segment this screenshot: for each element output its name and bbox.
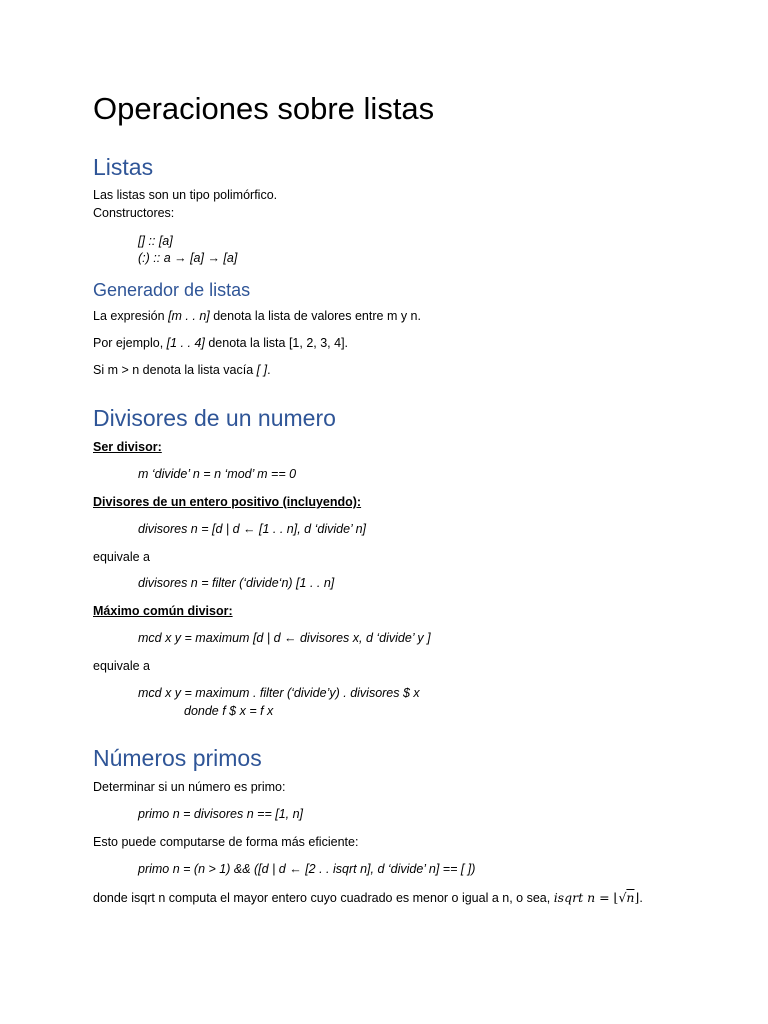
constructores-label: Constructores: [93,206,175,220]
generador-p2-post: denota la lista [1, 2, 3, 4]. [204,336,349,350]
ser-divisor-code: m ‘divide’ n = n ‘mod’ m == 0 [138,467,297,481]
generador-p1-post: denota la lista de valores entre m y n. [209,309,421,323]
primos-eficiente: Esto puede computarse de forma más eficiente: [93,835,359,849]
floor-left: ⌊ [613,890,619,905]
isqrt-math-eq: = [595,890,614,905]
generador-p2 [93,334,348,352]
ser-divisor-label: Ser divisor: [93,440,162,454]
constructor-empty: [] :: [a] [138,234,173,248]
isqrt-text: donde isqrt n computa el mayor entero cuyo cuadrado es menor o igual a n, o sea, [93,891,554,905]
divisores-label: Divisores de un entero positivo (incluyendo): [93,495,362,509]
sqrt-radicand: n [626,890,635,905]
mcd-code: mcd x y = maximum [d | d ← divisores x, d ‘divide’ y ] [138,631,431,645]
generador-p1 [93,307,421,325]
divisores-filter-code: divisores n = filter (‘divide‘n) [1 . . n] [138,576,335,590]
mcd-filter-code: mcd x y = maximum . filter (‘divide’y) . divisores $ x [138,686,420,700]
primo-efficient-code: primo n = (n > 1) && ([d | d ← [2 . . isqrt n], d ‘divide’ n] == [ ]) [138,862,476,876]
isqrt-math-lhs: isqrt n [553,890,596,905]
primo-code: primo n = divisores n == [1, n] [138,807,304,821]
generador-p1-code: [m . . n] [168,309,210,323]
page-title: Operaciones sobre listas [93,91,435,126]
generador-p3-code: [ ] [256,363,268,377]
equivale-2: equivale a [93,659,150,673]
generador-p3 [93,361,271,379]
generador-p2-pre: Por ejemplo, [93,336,167,350]
sqrt-symbol: √ [618,890,627,905]
heading-listas: Listas [93,154,154,180]
primos-determinar: Determinar si un número es primo: [93,780,286,794]
heading-divisores: Divisores de un numero [93,405,336,431]
donde-code: donde f $ x = f x [184,704,274,718]
floor-right: ⌋ [634,890,640,905]
constructor-cons: (:) :: a → [a] → [a] [138,251,238,265]
generador-p3-pre: Si m > n denota la lista vacía [93,363,257,377]
mcd-label: Máximo común divisor: [93,604,233,618]
heading-primos: Números primos [93,745,262,771]
listas-intro: Las listas son un tipo polimórfico. [93,188,278,202]
divisores-code: divisores n = [d | d ← [1 . . n], d ‘divide’ n] [138,522,367,536]
generador-p1-pre: La expresión [93,309,169,323]
generador-p3-post: . [267,363,271,377]
heading-generador: Generador de listas [93,280,251,300]
isqrt-end: . [639,891,643,905]
generador-p2-code: [1 . . 4] [166,336,205,350]
equivale-1: equivale a [93,550,150,564]
isqrt-sentence [93,889,643,907]
